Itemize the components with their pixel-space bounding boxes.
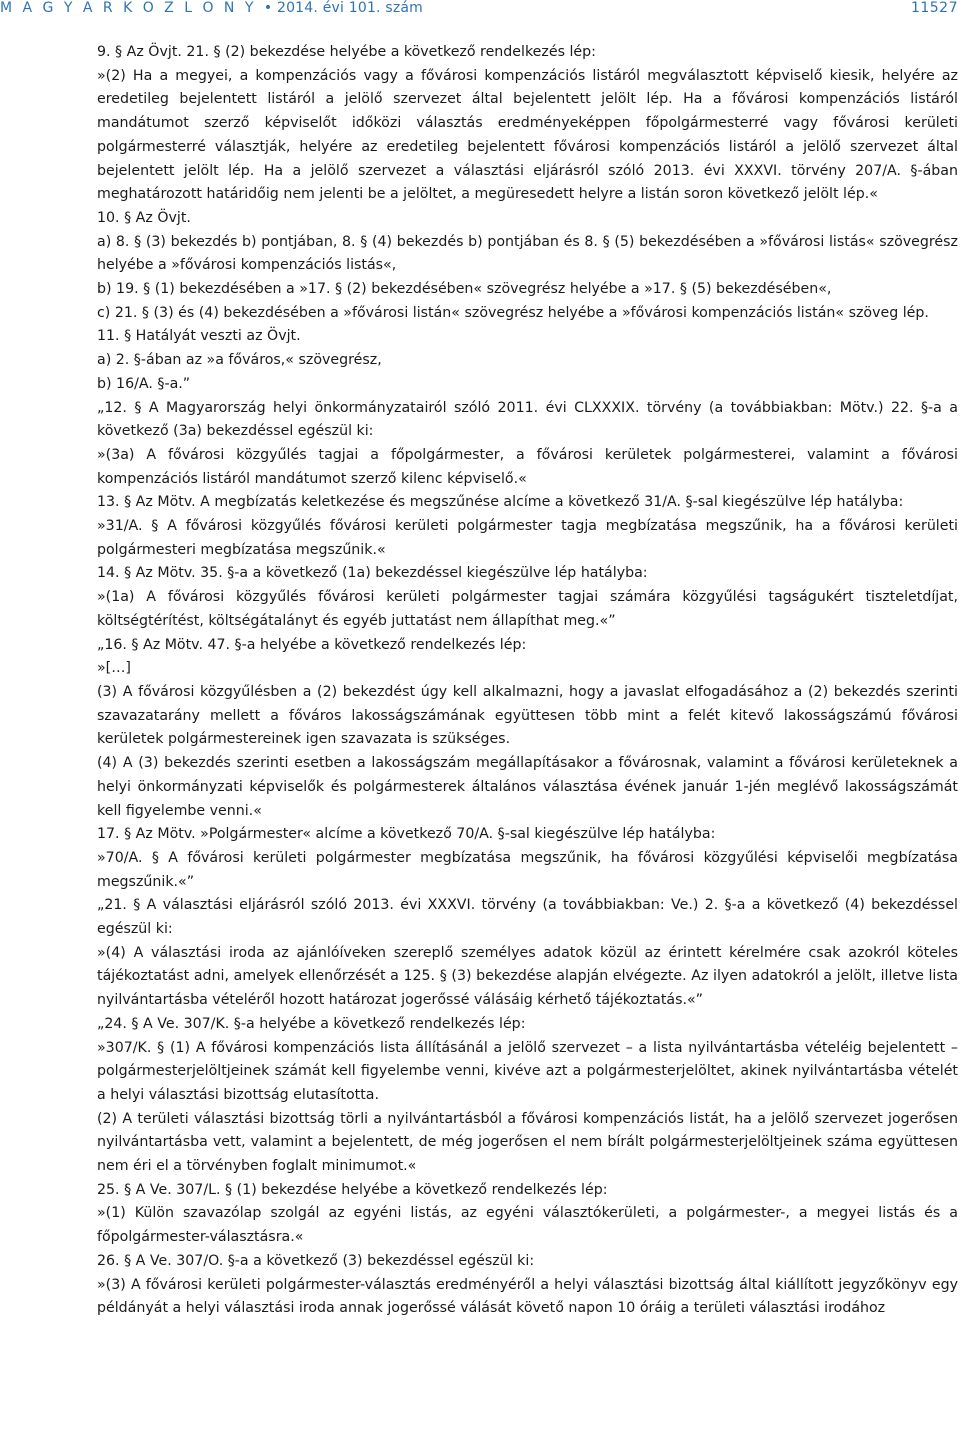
document-body: [97, 41, 958, 1321]
paragraph: „16. § Az Mötv. 47. §-a helyébe a következő rendelkezés lép:: [97, 636, 527, 653]
paragraph: »31/A. § A fővárosi közgyűlés fővárosi kerületi polgármester tagja megbízatása megszűnik, ha a fővárosi kerületi polgármesteri megbízatása megszűnik.«: [97, 518, 958, 558]
paragraph: 17. § Az Mötv. »Polgármester« alcíme a következő 70/A. §-sal kiegészülve lép hatályba:: [97, 826, 716, 843]
paragraph: „21. § A választási eljárásról szóló 2013. évi XXXVI. törvény (a továbbiakban: Ve.) 2. §-a a következő (4) bekezdéssel egészül ki:: [97, 897, 958, 938]
paragraph: »70/A. § A fővárosi kerületi polgármester megbízatása megszűnik, ha fővárosi közgyűlési képviselői megbízatása megszűnik.«”: [97, 849, 958, 890]
paragraph: a) 2. §-ában az »a főváros,« szövegrész,: [97, 352, 382, 369]
paragraph: »(3) A fővárosi kerületi polgármester-választás eredményéről a helyi választási bizottság által kiállított jegyzőkönyv egy példányát a helyi választási iroda annak jogerőssé válását követő napon 10 óráig a területi választási irodához: [97, 1276, 958, 1317]
paragraph: »(2) Ha a megyei, a kompenzációs vagy a fővárosi kompenzációs listáról megválasztott képviselő kiesik, helyére az eredetileg bejelentett listáról a jelölő szervezet által bejelentett jelölt lép. Ha a fővárosi kompenzációs listáról mandátumot szerző képviselőt időközi választás eredményeképpen főpolgármesterré vagy fővárosi kerületi polgármesterré választják, helyére az eredetileg bejelentett fővárosi kompenzációs listáról a jelölő szervezet által bejelentett jelölt lép. Ha a jelölő szervezet a választási eljárásról szóló 2013. évi XXXVI. törvény 207/A. §-ában meghatározott határidőig nem jelenti be a jelöltet, a megüresedett helyre a listán soron következő jelölt lép.«: [97, 67, 958, 203]
paragraph: »307/K. § (1) A fővárosi kompenzációs lista állításánál a jelölő szervezet – a lista nyilvántartásba vételéig bejelentett – polgármesterjelöltjeinek számát kell figyelembe venni, kivéve azt a polgármesterjelöltet, akinek nyilvántartásba vételét a helyi választási bizottság elutasította.: [97, 1039, 958, 1103]
paragraph: b) 16/A. §-a.”: [97, 375, 191, 392]
paragraph: „12. § A Magyarország helyi önkormányzatairól szóló 2011. évi CLXXXIX. törvény (a továbbiakban: Mötv.) 22. §-a a következő (3a) bekezdéssel egészül ki:: [97, 399, 958, 440]
paragraph: 11. § Hatályát veszti az Övjt.: [97, 328, 301, 345]
paragraph: »[…]: [97, 660, 131, 677]
issue-info: • 2014. évi 101. szám: [263, 0, 424, 16]
journal-title: M A G Y A R K Ö Z L Ö N Y • 2014. évi 101. szám: [0, 0, 424, 16]
paragraph: 26. § A Ve. 307/O. §-a a következő (3) bekezdéssel egészül ki:: [97, 1252, 535, 1269]
paragraph: 13. § Az Mötv. A megbízatás keletkezése és megszűnése alcíme a következő 31/A. §-sal kiegészülve lép hatályba:: [97, 494, 904, 511]
paragraph: (2) A területi választási bizottság törli a nyilvántartásból a fővárosi kompenzációs listát, ha a jelölő szervezet jogerősen nyilvántartásba vett, valamint a bejelentett, de még jogerősen el nem bírált polgármesterjelöltjeinek száma együttesen nem éri el a törvényben foglalt minimumot.«: [97, 1110, 958, 1175]
page-header: [0, 0, 960, 20]
paragraph: 10. § Az Övjt.: [97, 209, 191, 226]
paragraph: »(4) A választási iroda az ajánlóíveken szereplő személyes adatok közül az érintett kérelmére csak azokról köteles tájékoztatást adni, amelyek ellenőrzését a 125. § (3) bekezdése alapján elvégezte. Az ilyen adatokról a jelölt, illetve lista nyilvántartásba vételéről hozott határozat jogerőssé válásáig kérhető tájékoztatás.«”: [97, 944, 958, 1009]
paragraph: c) 21. § (3) és (4) bekezdésében a »fővárosi listán« szövegrész helyébe a »fővárosi kompenzációs listán« szöveg lép.: [97, 304, 929, 321]
paragraph: (3) A fővárosi közgyűlésben a (2) bekezdést úgy kell alkalmazni, hogy a javaslat elfogadásához a (2) bekezdés szerinti szavazatarány mellett a főváros lakosságszámának együttesen több mint a felét kitevő lakosságszámú fővárosi kerületek polgármestereinek igen szavazata is szükséges.: [97, 683, 958, 748]
paragraph: »(1a) A fővárosi közgyűlés fővárosi kerületi polgármester tagjai számára közgyűlési tagságukért tiszteletdíjat, költségtérítést, költségátalányt és egyéb juttatást nem állapíthat meg.«”: [97, 589, 958, 629]
paragraph: »(1) Külön szavazólap szolgál az egyéni listás, az egyéni választókerületi, a polgármester-, a megyei listás és a főpolgármester-választásra.«: [97, 1205, 958, 1246]
paragraph: a) 8. § (3) bekezdés b) pontjában, 8. § (4) bekezdés b) pontjában és 8. § (5) bekezdésében a »fővárosi listás« szövegrész helyébe a »fővárosi kompenzációs listás«,: [97, 233, 958, 274]
page-number: 11527: [910, 0, 958, 16]
paragraph: b) 19. § (1) bekezdésében a »17. § (2) bekezdésében« szövegrész helyébe a »17. § (5) bekezdésében«,: [97, 281, 832, 298]
paragraph: „24. § A Ve. 307/K. §-a helyébe a következő rendelkezés lép:: [97, 1015, 526, 1032]
paragraph: 9. § Az Övjt. 21. § (2) bekezdése helyébe a következő rendelkezés lép:: [97, 44, 596, 60]
paragraph: (4) A (3) bekezdés szerinti esetben a lakosságszám megállapításakor a fővárosnak, valamint a fővárosi kerületeknek a helyi önkormányzati képviselők és polgármesterek általános választása évének január 1-jén meglévő lakosságszámát kell figyelembe venni.«: [97, 755, 958, 819]
paragraph: 14. § Az Mötv. 35. §-a a következő (1a) bekezdéssel kiegészülve lép hatályba:: [97, 565, 648, 582]
paragraph: »(3a) A fővárosi közgyűlés tagjai a főpolgármester, a fővárosi kerületek polgármesterei, valamint a fővárosi kompenzációs listáról mandátumot szerző kilenc képviselő.«: [97, 446, 958, 487]
paragraph: 25. § A Ve. 307/L. § (1) bekezdése helyébe a következő rendelkezés lép:: [97, 1181, 608, 1198]
